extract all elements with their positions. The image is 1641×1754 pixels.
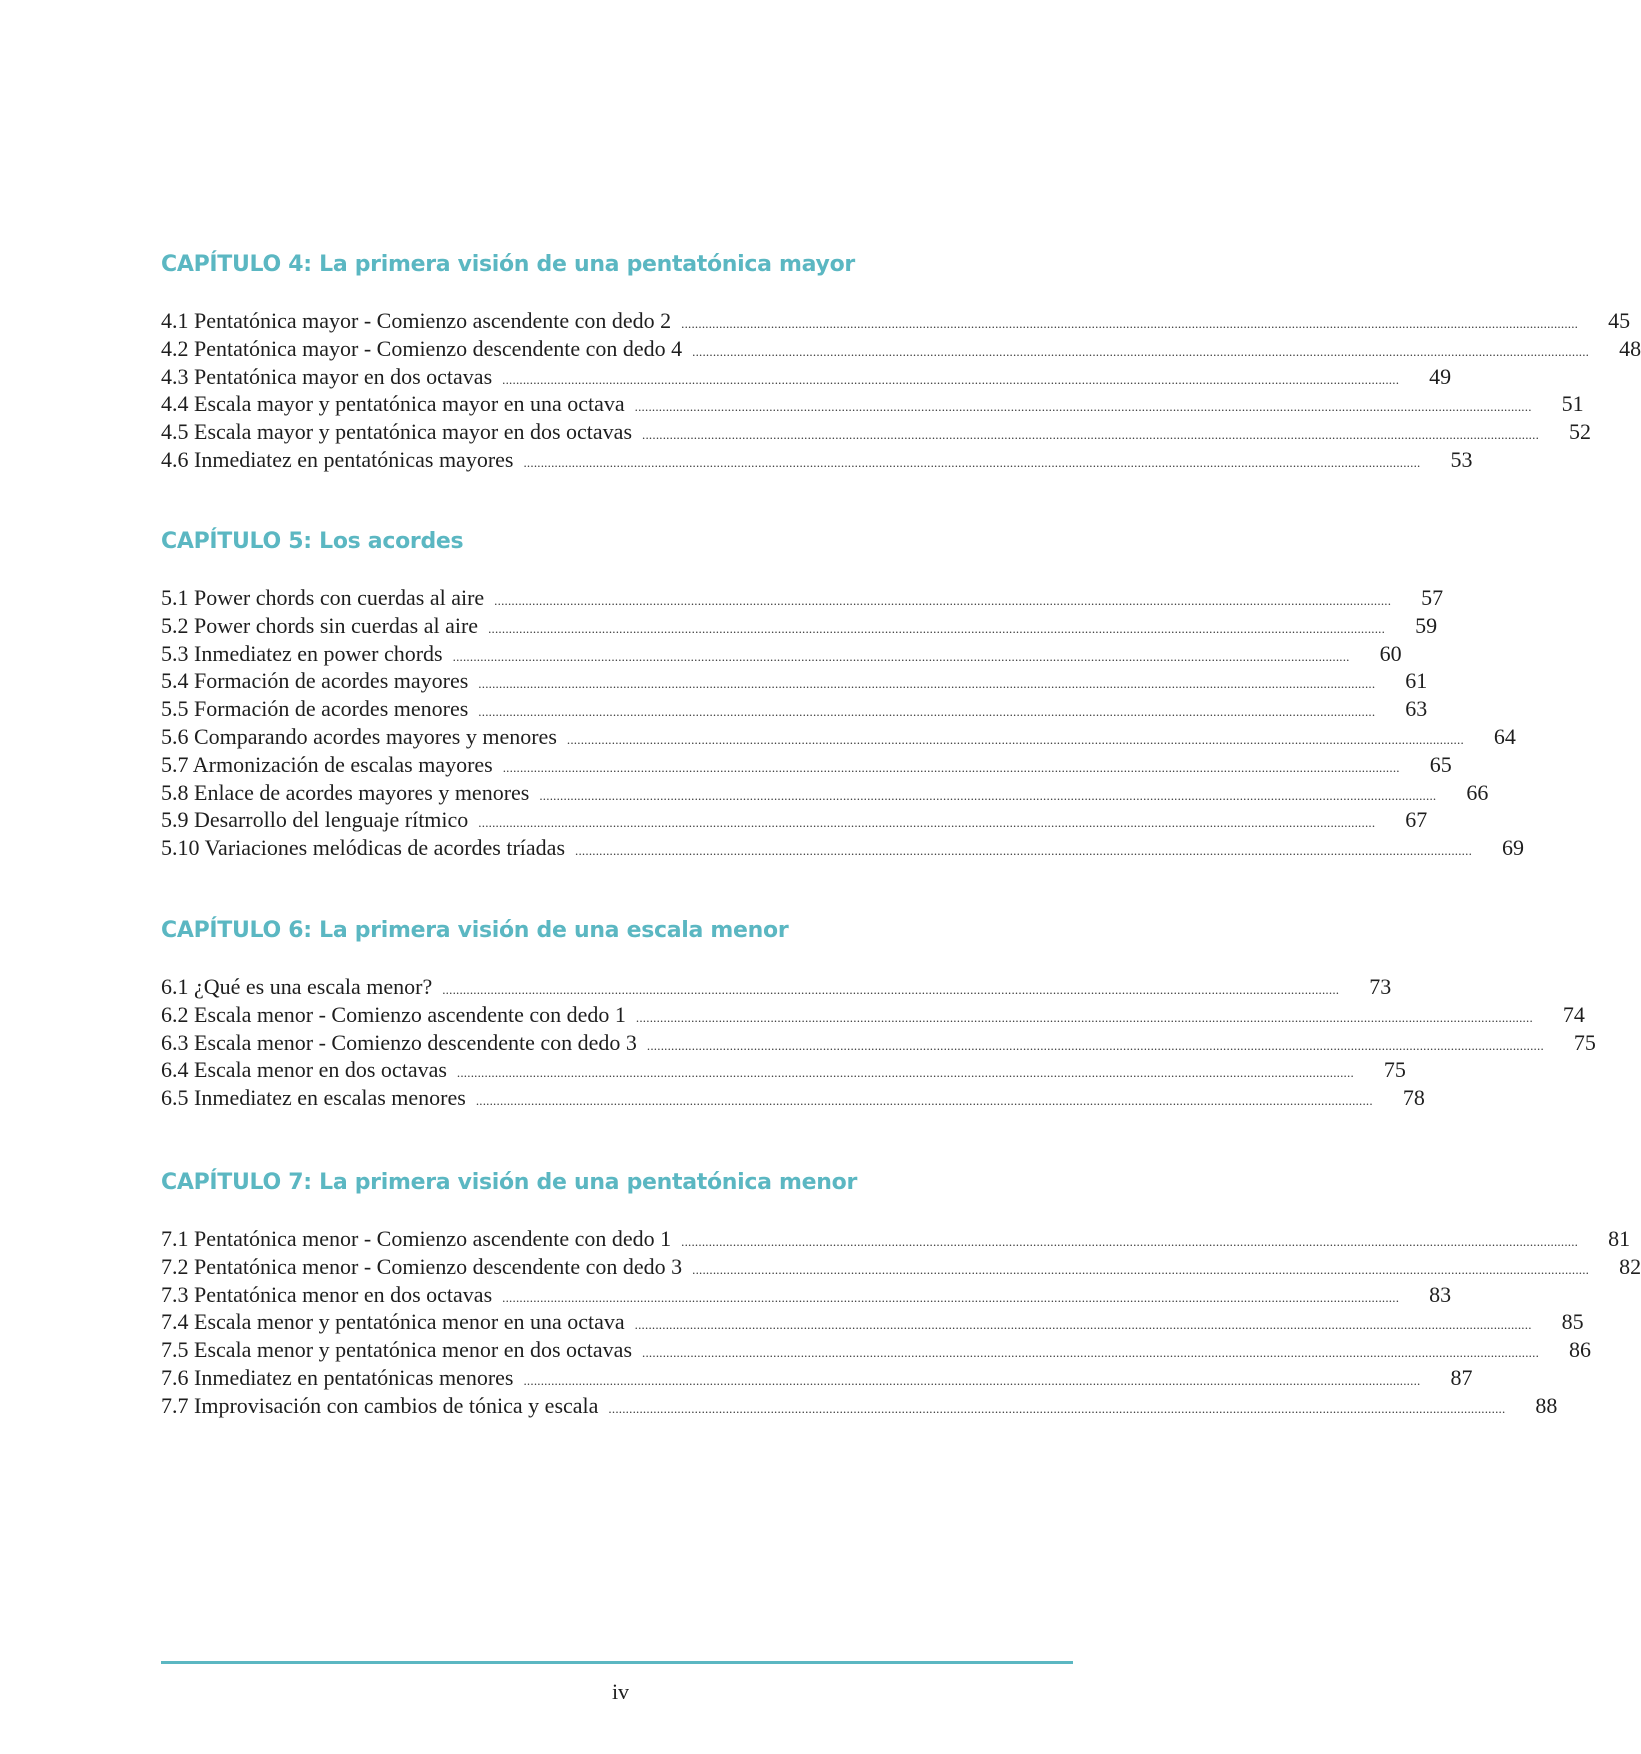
entry-list xyxy=(161,1225,1641,1420)
chapter-5 xyxy=(161,527,1525,862)
footer-rule xyxy=(161,1661,1073,1664)
toc-entry-label: 5.7 Armonización de escalas mayores xyxy=(161,751,493,777)
toc-entry-page: 81 xyxy=(1608,1226,1631,1251)
toc-entry-page: 67 xyxy=(1405,807,1428,833)
toc-entry xyxy=(161,390,1584,418)
toc-entry-label: 7.2 Pentatónica menor - Comienzo descendente con dedo 3 xyxy=(161,1253,683,1279)
toc-entry-label: 4.2 Pentatónica mayor - Comienzo descendente con dedo 4 xyxy=(161,335,683,361)
dot-leader: .................................................................................................................................................................................................................................................................... xyxy=(681,1234,1579,1249)
toc-entry-page: 73 xyxy=(1369,974,1392,999)
toc-entry xyxy=(161,1029,1596,1057)
dot-leader: .................................................................................................................................................................................................................................................................... xyxy=(635,1009,1533,1025)
toc-entry xyxy=(161,806,1428,834)
toc-entry-page: 82 xyxy=(1619,1253,1641,1279)
toc-entry-page: 66 xyxy=(1466,779,1489,805)
toc-entry-page: 88 xyxy=(1535,1392,1558,1418)
dot-leader: .................................................................................................................................................................................................................................................................... xyxy=(692,343,1590,359)
dot-leader: .................................................................................................................................................................................................................................................................... xyxy=(502,371,1400,387)
dot-leader: .................................................................................................................................................................................................................................................................... xyxy=(478,704,1376,720)
toc-entry-label: 5.3 Inmediatez en power chords xyxy=(161,640,443,666)
toc-entry-page: 63 xyxy=(1405,696,1428,722)
dot-leader: .................................................................................................................................................................................................................................................................... xyxy=(442,982,1340,997)
toc-entry-label: 4.1 Pentatónica mayor - Comienzo ascendente con dedo 2 xyxy=(161,308,672,333)
entry-list xyxy=(161,973,1596,1112)
toc-entry-label: 7.3 Pentatónica menor en dos octavas xyxy=(161,1281,493,1307)
dot-leader: .................................................................................................................................................................................................................................................................... xyxy=(456,1065,1354,1081)
toc-entry-page: 45 xyxy=(1608,308,1631,333)
dot-leader: .................................................................................................................................................................................................................................................................... xyxy=(634,1317,1532,1333)
toc-entry-page: 49 xyxy=(1429,363,1452,389)
toc-entry xyxy=(161,723,1516,751)
toc-entry-page: 85 xyxy=(1561,1309,1584,1335)
toc-entry xyxy=(161,1253,1641,1281)
dot-leader: .................................................................................................................................................................................................................................................................... xyxy=(692,1261,1590,1277)
toc-entry-page: 65 xyxy=(1429,751,1452,777)
toc-entry-label: 5.2 Power chords sin cuerdas al aire xyxy=(161,612,479,638)
dot-leader: .................................................................................................................................................................................................................................................................... xyxy=(642,427,1540,443)
toc-entry-page: 61 xyxy=(1405,668,1428,694)
toc-entry-label: 7.4 Escala menor y pentatónica menor en una octava xyxy=(161,1309,625,1335)
entry-list xyxy=(161,584,1525,862)
dot-leader: .................................................................................................................................................................................................................................................................... xyxy=(488,620,1386,636)
toc-entry-label: 7.1 Pentatónica menor - Comienzo ascendente con dedo 1 xyxy=(161,1226,672,1251)
toc-entry xyxy=(161,695,1428,723)
toc-entry-label: 7.6 Inmediatez en pentatónicas menores xyxy=(161,1364,514,1390)
dot-leader: .................................................................................................................................................................................................................................................................... xyxy=(452,648,1350,664)
toc-entry-page: 60 xyxy=(1379,640,1402,666)
toc-entry xyxy=(161,1225,1631,1253)
dot-leader: .................................................................................................................................................................................................................................................................... xyxy=(502,759,1400,775)
dot-leader: .................................................................................................................................................................................................................................................................... xyxy=(608,1400,1506,1416)
chapter-title: CAPÍTULO 5: Los acordes xyxy=(161,529,464,554)
dot-leader: .................................................................................................................................................................................................................................................................... xyxy=(494,593,1392,608)
toc-entry xyxy=(161,667,1428,695)
toc-entry-label: 5.8 Enlace de acordes mayores y menores xyxy=(161,779,530,805)
toc-entry-label: 5.4 Formación de acordes mayores xyxy=(161,668,469,694)
dot-leader: .................................................................................................................................................................................................................................................................... xyxy=(566,731,1464,747)
chapter-4 xyxy=(161,250,1641,474)
toc-entry-label: 5.6 Comparando acordes mayores y menores xyxy=(161,723,557,749)
dot-leader: .................................................................................................................................................................................................................................................................... xyxy=(642,1345,1540,1361)
chapter-title: CAPÍTULO 7: La primera visión de una pentatónica menor xyxy=(161,1170,858,1195)
toc-entry-page: 86 xyxy=(1569,1337,1592,1363)
toc-entry xyxy=(161,640,1402,668)
chapter-7 xyxy=(161,1168,1641,1420)
toc-entry-page: 51 xyxy=(1561,391,1584,417)
toc-entry xyxy=(161,1281,1452,1309)
chapter-title: CAPÍTULO 4: La primera visión de una pentatónica mayor xyxy=(161,252,855,277)
toc-entry-label: 7.5 Escala menor y pentatónica menor en dos octavas xyxy=(161,1337,633,1363)
toc-entry xyxy=(161,584,1444,612)
toc-entry-page: 75 xyxy=(1383,1057,1406,1083)
toc-entry-label: 5.9 Desarrollo del lenguaje rítmico xyxy=(161,807,469,833)
toc-entry-page: 78 xyxy=(1402,1085,1425,1111)
toc-entry xyxy=(161,751,1452,779)
toc-entry xyxy=(161,612,1438,640)
toc-entry-page: 53 xyxy=(1450,446,1473,472)
toc-entry-page: 59 xyxy=(1415,612,1438,638)
toc-entry xyxy=(161,335,1641,363)
toc-entry xyxy=(161,1308,1584,1336)
toc-entry-label: 6.2 Escala menor - Comienzo ascendente con dedo 1 xyxy=(161,1001,626,1027)
dot-leader: .................................................................................................................................................................................................................................................................... xyxy=(539,787,1437,803)
toc-entry-label: 6.3 Escala menor - Comienzo descendente con dedo 3 xyxy=(161,1029,637,1055)
toc-entry-label: 6.4 Escala menor en dos octavas xyxy=(161,1057,447,1083)
toc-entry-label: 5.10 Variaciones melódicas de acordes tríadas xyxy=(161,835,566,861)
dot-leader: .................................................................................................................................................................................................................................................................... xyxy=(523,454,1421,470)
toc-entry xyxy=(161,363,1452,391)
toc-entry xyxy=(161,779,1489,807)
dot-leader: .................................................................................................................................................................................................................................................................... xyxy=(478,676,1376,692)
toc-entry-page: 83 xyxy=(1429,1281,1452,1307)
dot-leader: .................................................................................................................................................................................................................................................................... xyxy=(502,1289,1400,1305)
dot-leader: .................................................................................................................................................................................................................................................................... xyxy=(478,815,1376,831)
toc-entry-page: 69 xyxy=(1502,835,1525,861)
toc-entry-label: 7.7 Improvisación con cambios de tónica y escala xyxy=(161,1392,599,1418)
toc-entry xyxy=(161,1056,1406,1084)
toc-entry-label: 5.1 Power chords con cuerdas al aire xyxy=(161,585,485,610)
toc-entry xyxy=(161,1001,1585,1029)
toc-entry-label: 4.4 Escala mayor y pentatónica mayor en una octava xyxy=(161,391,625,417)
toc-entry-label: 4.5 Escala mayor y pentatónica mayor en dos octavas xyxy=(161,419,633,445)
toc-entry-page: 87 xyxy=(1450,1364,1473,1390)
entry-list xyxy=(161,307,1641,474)
toc-entry-label: 4.6 Inmediatez en pentatónicas mayores xyxy=(161,446,514,472)
dot-leader: .................................................................................................................................................................................................................................................................... xyxy=(523,1372,1421,1388)
chapter-6 xyxy=(161,916,1596,1112)
toc-entry xyxy=(161,1392,1558,1420)
toc-entry-page: 48 xyxy=(1619,335,1641,361)
toc-entry xyxy=(161,1336,1592,1364)
toc-entry-page: 74 xyxy=(1562,1001,1585,1027)
toc-entry xyxy=(161,446,1473,474)
dot-leader: .................................................................................................................................................................................................................................................................... xyxy=(681,316,1579,331)
dot-leader: .................................................................................................................................................................................................................................................................... xyxy=(475,1093,1373,1109)
toc-entry-label: 5.5 Formación de acordes menores xyxy=(161,696,469,722)
chapter-title: CAPÍTULO 6: La primera visión de una escala menor xyxy=(161,918,789,943)
toc-entry xyxy=(161,418,1592,446)
dot-leader: .................................................................................................................................................................................................................................................................... xyxy=(634,399,1532,415)
toc-entry-page: 52 xyxy=(1569,419,1592,445)
dot-leader: .................................................................................................................................................................................................................................................................... xyxy=(575,843,1473,859)
dot-leader: .................................................................................................................................................................................................................................................................... xyxy=(646,1037,1544,1053)
toc-entry xyxy=(161,834,1525,862)
toc-entry xyxy=(161,973,1392,1001)
toc-entry xyxy=(161,307,1631,335)
toc-entry-page: 64 xyxy=(1493,723,1516,749)
toc-entry-page: 75 xyxy=(1573,1029,1596,1055)
toc-entry-label: 4.3 Pentatónica mayor en dos octavas xyxy=(161,363,493,389)
toc-entry xyxy=(161,1364,1473,1392)
page-number: iv xyxy=(611,1679,630,1704)
toc-entry-label: 6.5 Inmediatez en escalas menores xyxy=(161,1085,466,1111)
toc-entry xyxy=(161,1084,1425,1112)
toc-entry-label: 6.1 ¿Qué es una escala menor? xyxy=(161,974,433,999)
toc-entry-page: 57 xyxy=(1421,585,1444,610)
